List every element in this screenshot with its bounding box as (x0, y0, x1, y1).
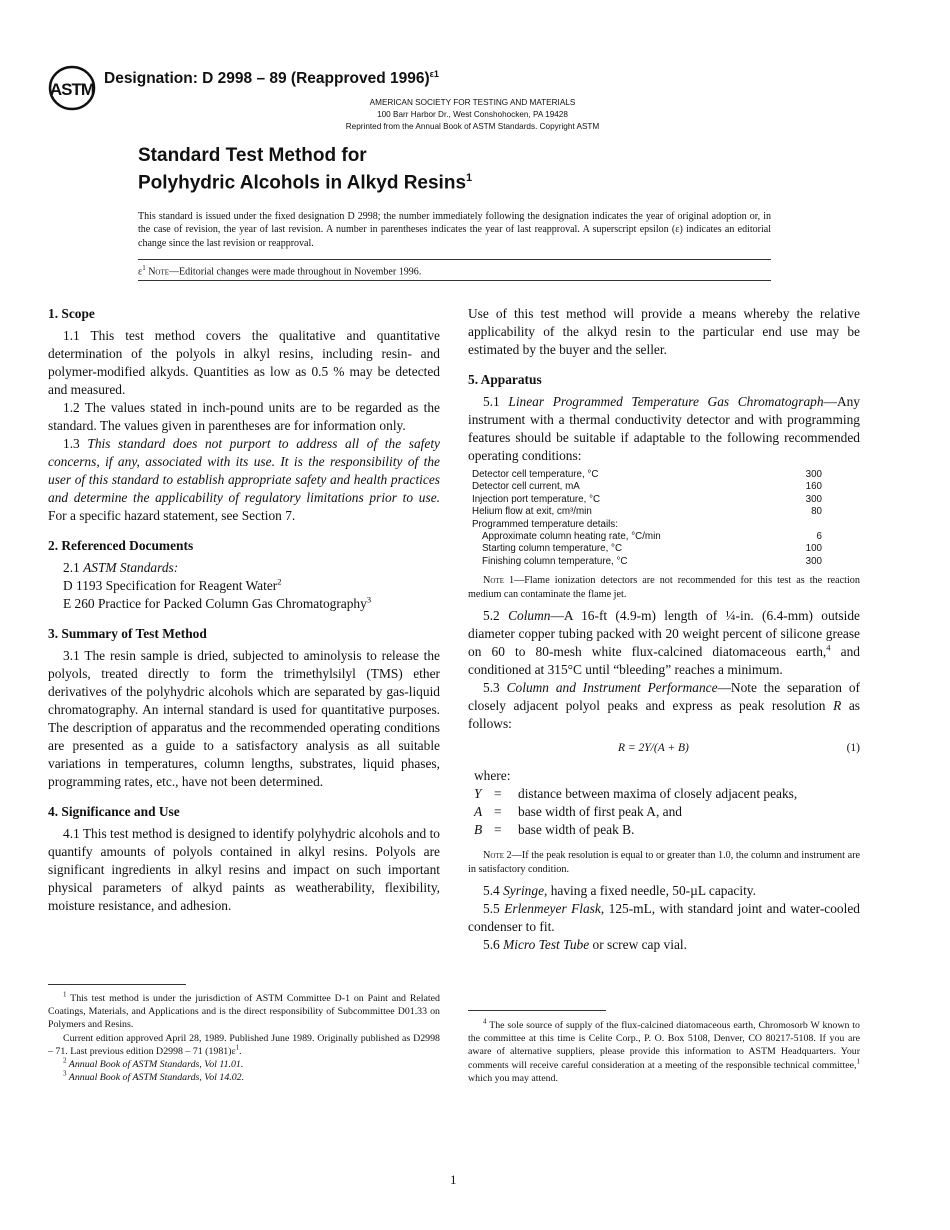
item-name: Linear Programmed Temperature Gas Chromatograph (508, 394, 824, 409)
where-symbol: Y (474, 786, 482, 802)
footnote-marker: 1 (63, 990, 67, 999)
where-item (474, 821, 860, 839)
reprint-line: Reprinted from the Annual Book of ASTM Standards. Copyright ASTM (345, 122, 600, 131)
footnote-4 (468, 1019, 860, 1085)
reference-e260 (48, 595, 440, 613)
footnote-marker: 4 (483, 1017, 487, 1026)
condition-label: Detector cell temperature, °C (472, 469, 599, 480)
item-description: —Note the separation of closely adjacent polyol peaks and express as peak resolution (468, 680, 860, 714)
footnote-marker: 3 (366, 594, 372, 605)
note-text: —Editorial changes were made throughout in November 1996. (169, 266, 422, 278)
paragraph-5-6 (468, 936, 860, 954)
reference-text: E 260 Practice for Packed Column Gas Chromatography (63, 596, 367, 611)
para-num: 5.2 (483, 608, 500, 624)
divider (138, 259, 771, 260)
where-eq: = (494, 786, 502, 802)
title-line-2-text: Polyhydric Alcohols in Alkyd Resins (138, 172, 467, 194)
condition-label: Finishing column temperature, °C (482, 555, 628, 567)
editorial-note (138, 264, 421, 277)
epsilon-symbol: ε (138, 266, 143, 278)
paragraph-1-2: 1.2 The values stated in inch-pound units are to be regarded as the standard. The values given in parentheses are for information only. (48, 400, 440, 433)
hazard-reference: For a specific hazard statement, see Section 7. (48, 508, 296, 523)
condition-label: Approximate column heating rate, °C/min (482, 531, 661, 543)
designation (104, 69, 439, 88)
paragraph-5-4 (468, 882, 860, 900)
where-desc: base width of peak B. (518, 822, 635, 838)
para-num: 2.1 (63, 560, 80, 575)
section-heading-referenced: 2. Referenced Documents (48, 538, 194, 553)
where-symbol: A (474, 804, 483, 820)
footnote-divider (468, 1010, 606, 1011)
paragraph-4-1-continued: Use of this test method will provide a means whereby the relative applicability of the alkyd resin to the particular end use may be estimated by the buyer and the seller. (468, 306, 860, 357)
note-1 (468, 574, 860, 601)
condition-row (472, 494, 832, 506)
footnote-marker: 3 (63, 1069, 67, 1078)
item-name: Column and Instrument Performance (506, 680, 718, 696)
condition-value (788, 519, 832, 531)
epsilon-sup: 1 (142, 264, 146, 272)
footnote-text: The sole source of supply of the flux-calcined diatomaceous earth, Chromosorb W known to the committee at this time is Celite Corp., P. O. Box 5108, Denver, CO 80217-5108. If you are aware of alternative suppliers, please provide this information to ASTM Headquarters. Your comments will receive careful consideration at a meeting of the responsible technical committee, (468, 1020, 860, 1071)
equation-1 (468, 739, 860, 757)
condition-label: Starting column temperature, °C (482, 543, 623, 555)
where-item (474, 785, 860, 803)
item-description: or screw cap vial. (589, 937, 687, 953)
footnote-3 (48, 1071, 440, 1084)
note-label: Note 2 (483, 850, 512, 862)
section-heading-summary: 3. Summary of Test Method (48, 626, 207, 641)
footnotes-left (48, 992, 440, 1084)
condition-row (472, 519, 832, 531)
item-description-tail: and conditioned at 315°C until “bleeding” reaches a minimum. (468, 644, 860, 678)
condition-label: Programmed temperature details: (472, 518, 618, 530)
where-list (468, 785, 860, 839)
item-description-tail: as follows: (468, 698, 860, 732)
symbol-r: R (833, 698, 842, 714)
footnote-text: This test method is under the jurisdiction of ASTM Committee D-1 on Paint and Related Coatings, Materials, and Applications and is the direct responsibility of Subcommittee D01.33 on Polymers and Resins. (48, 993, 440, 1031)
para-num: 5.5 (483, 901, 500, 917)
designation-text: Designation: D 2998 – 89 (Reapproved 1996) (104, 70, 430, 88)
society-address: 100 Barr Harbor Dr., West Conshohocken, PA 19428 (377, 110, 568, 119)
condition-row (472, 531, 832, 543)
where-item (474, 803, 860, 821)
condition-label: Detector cell current, mA (472, 481, 580, 493)
item-name: Micro Test Tube (503, 937, 590, 953)
paragraph-3-1: 3.1 The resin sample is dried, subjected to aminolysis to release the polyols, treated directly to form the trimethylsilyl (TMS) ether derivatives of the polyhydric alcohols which are separated by gas-liquid chromatography. An internal standard is used for quantitative purposes. The description of apparatus and the recommended operating conditions are presented as a guide to a satisfactory analysis as all suitable variations in temperatures, column lengths, substrates, liquid phases, programming rates, etc., have not been determined. (48, 648, 440, 789)
item-description: , having a fixed needle, 50-µL capacity. (544, 883, 756, 899)
where-desc: base width of first peak A, and (518, 804, 682, 820)
logo-text: ASTM (49, 80, 95, 99)
paragraph-1-1: 1.1 This test method covers the qualitative and quantitative determination of the polyols in alkyl resins, including resin- and polymer-modified alkyds. Quantities as low as 0.5 % may be detected and measured. (48, 328, 440, 397)
reference-d1193 (48, 577, 440, 595)
footnote-text-tail: which you may attend. (468, 1072, 558, 1084)
footnote-marker: 1 (856, 1057, 860, 1066)
condition-value: 160 (805, 481, 822, 493)
note-label: Note 1 (483, 575, 515, 587)
footnote-marker: 4 (826, 642, 831, 653)
footnote-1 (48, 992, 440, 1032)
footnote-1-cont: Current edition approved April 28, 1989. Published June 1989. Originally published as D2998 – 71. Last previous edition D2998 – 71 $(1981)\varepsilon^1$. (48, 1032, 440, 1057)
section-heading-significance: 4. Significance and Use (48, 804, 180, 819)
para-num: 1.3 (63, 436, 80, 451)
astm-standards-label: ASTM Standards: (83, 560, 179, 575)
title-sup: 1 (466, 172, 473, 184)
footnote-text: Annual Book of ASTM Standards, Vol 11.01. (66, 1059, 244, 1071)
condition-value: 80 (811, 506, 822, 518)
condition-value: 6 (816, 531, 822, 543)
condition-row (472, 556, 832, 568)
footnote-divider (48, 984, 186, 985)
para-num: 5.4 (483, 883, 500, 899)
paragraph-5-1 (468, 393, 860, 465)
condition-label: Helium flow at exit, cm³/min (472, 506, 592, 518)
condition-label: Injection port temperature, °C (472, 493, 601, 505)
title-line-2 (138, 167, 472, 194)
condition-row (472, 543, 832, 555)
society-block (290, 97, 655, 133)
item-description: , 125-mL, with standard joint and water-cooled condenser to fit. (468, 901, 860, 935)
paragraph-5-2 (468, 607, 860, 679)
condition-value: 300 (805, 469, 822, 480)
safety-caveat: This standard does not purport to address all of the safety concerns, if any, associated with its use. It is the responsibility of the user of this standard to establish appropriate safety and health practices and determine the applicability of regulatory limitations prior to use. (48, 436, 440, 505)
note-text: —If the peak resolution is equal to or greater than 1.0, the column and instrument are in satisfactory condition. (468, 850, 860, 875)
paragraph-2-1 (48, 559, 440, 577)
item-name: Column (508, 608, 551, 624)
condition-row (472, 481, 832, 493)
item-description: —Any instrument with a thermal conductivity detector and with programming features should be suitable if adaptable to the following recommended operating conditions: (468, 394, 860, 463)
item-description: —A 16-ft (4.9-m) length of ¼-in. (6.4-mm) outside diameter copper tubing packed with 20 weight percent of silicone grease on 60 to 80-mesh white flux-calcined diatomaceous earth, (468, 608, 860, 660)
where-desc: distance between maxima of closely adjacent peaks, (518, 786, 798, 802)
section-heading-apparatus: 5. Apparatus (468, 372, 542, 387)
paragraph-1-3 (48, 435, 440, 525)
condition-row (472, 506, 832, 518)
section-heading-scope: 1. Scope (48, 306, 95, 321)
where-label: where: (474, 768, 511, 784)
paragraph-5-3 (468, 679, 860, 733)
footnote-marker: 2 (63, 1056, 67, 1065)
note-label: Note (148, 266, 170, 278)
reference-text: D 1193 Specification for Reagent Water (63, 578, 278, 593)
where-symbol: B (474, 822, 483, 838)
item-name: Syringe (503, 883, 545, 899)
footnote-text: Annual Book of ASTM Standards, Vol 14.02. (66, 1072, 245, 1084)
operating-conditions-table (472, 469, 832, 568)
paragraph-5-5 (468, 900, 860, 936)
right-column (468, 305, 860, 954)
para-num: 5.3 (483, 680, 500, 696)
divider (138, 280, 771, 281)
society-name: AMERICAN SOCIETY FOR TESTING AND MATERIALS (369, 98, 576, 107)
issuance-statement: This standard is issued under the fixed designation D 2998; the number immediately following the designation indicates the year of original adoption or, in the case of revision, the year of last revision. A number in parentheses indicates the year of last reapproval. A superscript epsilon (ε) indicates an editorial change since the last revision or reapproval. (138, 211, 771, 249)
footnotes-right (468, 1019, 860, 1085)
note-text: —Flame ionization detectors are not recommended for this test as the reaction medium can contaminate the flame jet. (468, 575, 860, 600)
para-num: 5.1 (483, 394, 500, 409)
condition-row (472, 469, 832, 481)
where-eq: = (494, 804, 502, 820)
astm-logo (48, 65, 96, 111)
footnote-marker: 2 (277, 576, 282, 587)
footnote-marker: 1 (235, 1043, 240, 1052)
footnote-text: Current edition approved April 28, 1989. Published June 1989. Originally published as D2998 – 71. Last previous edition D2998 – 71 (1981)ε (48, 1032, 440, 1057)
designation-sup: ε1 (429, 69, 439, 79)
footnote-2 (48, 1058, 440, 1071)
equation-text: R = 2Y/(A + B) (618, 742, 689, 755)
title-line-1: Standard Test Method for (138, 145, 367, 166)
paragraph-4-1: 4.1 This test method is designed to identify polyhydric alcohols and to quantify amounts of polyols contained in alkyl resins. Polyols are significant ingredients in alkyl resins and impact on such important physical parameters of alkyd paints as weatherability, flexibility, moisture resistance, and adhesion. (48, 826, 440, 913)
condition-value: 100 (805, 543, 822, 555)
where-eq: = (494, 822, 502, 838)
left-column (48, 305, 440, 915)
document-title (138, 145, 472, 194)
page-number: 1 (450, 1172, 457, 1187)
condition-value: 300 (805, 493, 822, 505)
para-num: 5.6 (483, 937, 500, 953)
note-2 (468, 849, 860, 876)
item-name: Erlenmeyer Flask (504, 901, 601, 917)
condition-value: 300 (805, 555, 822, 567)
equation-number: (1) (846, 742, 860, 755)
